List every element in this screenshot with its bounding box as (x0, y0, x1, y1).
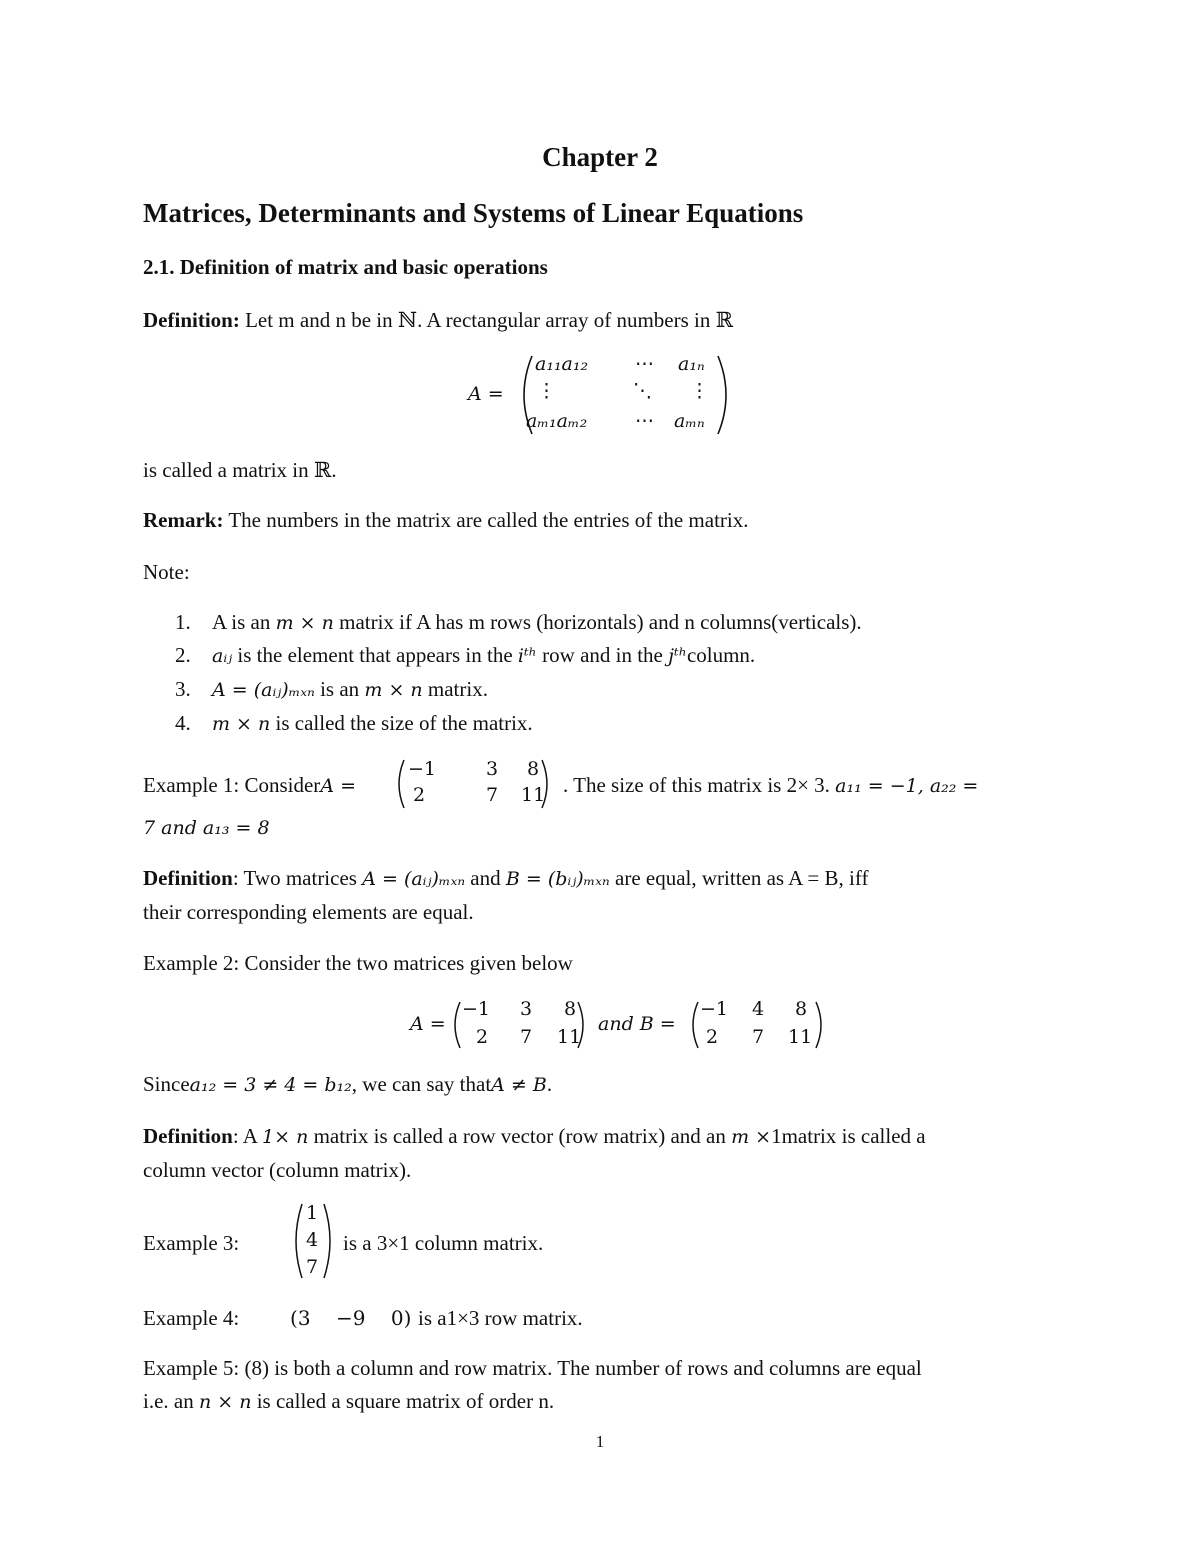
matrix-entry-r3c2: ⋯ (635, 410, 654, 432)
definition-equal-line2: their corresponding elements are equal. (143, 900, 474, 924)
matrix-entry-r2c1: ⋮ (537, 380, 556, 402)
example-4: Example 4: (143, 1306, 240, 1330)
remark-label: Remark: (143, 508, 224, 532)
ex2a-entry: 7 (520, 1026, 533, 1048)
note-label: Note: (143, 560, 190, 584)
example2-mid: and B = (598, 1013, 676, 1035)
example-3-prefix: Example 3: (143, 1231, 240, 1255)
ex1-entry: 2 (413, 784, 426, 806)
ex2a-entry: 8 (564, 998, 577, 1020)
chapter-title: Matrices, Determinants and Systems of Linear Equations (143, 198, 804, 228)
ex2b-entry: 8 (795, 998, 808, 1020)
definition-equal: Definition: Two matrices A = (aᵢⱼ)ₘₓₙ and B = (bᵢⱼ)ₘₓₙ are equal, written as A = B, iff (143, 866, 869, 890)
definition-vector: Definition: A 1× n matrix is called a row vector (row matrix) and an m ×1matrix is called a (143, 1124, 926, 1148)
example-2-intro: Example 2: Consider the two matrices given below (143, 951, 573, 975)
document-page: Chapter 2 Matrices, Determinants and Systems of Linear Equations 2.1. Definition of matrix and basic operations Definition: Let m and n be in ℕ. A rectangular array of numbers in ℝ A = a₁₁a₁₂ ⋯ a₁ₙ ⋮ ⋱ ⋮ aₘ₁aₘ₂ ⋯ aₘₙ is called a matrix in ℝ. Remark: The numbers in the matrix are called the entries of the matrix. Note: 1. A is an m × n matrix if A has m rows (horizontals) and n columns(verticals). 2. aᵢⱼ is the element that appears in the iᵗʰ row and in the jᵗʰcolumn. 3. A = (aᵢⱼ)ₘₓₙ is an m × n matrix. 4. m × n is called the size of the matrix. Example 1: ConsiderA = −1 3 8 2 7 11 . The size of this matrix is 2× 3. a₁₁ = −1, a₂₂ = 7 and a₁₃ = 8 Definition: Two matrices A = (aᵢⱼ)ₘₓₙ and B = (bᵢⱼ)ₘₓₙ are equal, written as A = B, iff their corresponding elements are equal. Example 2: Consider the two matrices given below A = −1 3 8 2 7 11 and B = −1 4 8 2 7 11 Sincea₁₂ = 3 ≠ 4 = b₁₂, we can say thatA ≠ B. Definition: A 1× n matrix is called a row vector (row matrix) and an m ×1matrix is called a column vector (column matrix). Example 3: 1 4 7 is a 3×1 column matrix. Example 4: (3 −9 0) is a1×3 row matrix. Example 5: (8) is both a column and row matrix. The number of rows and columns are equal i.e. an n × n is called a square matrix of order n. 1 (0, 0, 1200, 1553)
example-5: Example 5: (8) is both a column and row matrix. The number of rows and columns are equal (143, 1356, 922, 1380)
chapter-heading: Chapter 2 (542, 142, 658, 172)
right-paren (718, 356, 726, 434)
matrix-entry-r3c1: aₘ₁aₘ₂ (526, 410, 588, 432)
remark (143, 508, 749, 533)
page-number: 1 (595, 1432, 605, 1451)
ex2a-entry: 11 (557, 1026, 582, 1048)
ex2a-entry: 3 (520, 998, 533, 1020)
example1-line2: 7 and a₁₃ = 8 (143, 817, 270, 839)
ex2b-entry: 4 (752, 998, 765, 1020)
remark-text: The numbers in the matrix are called the entries of the matrix. (228, 508, 749, 532)
definition-vector-line2: column vector (column matrix). (143, 1158, 412, 1182)
example-1: Example 1: ConsiderA = (143, 773, 356, 797)
matrix-entry-r1c3: a₁ₙ (678, 353, 705, 375)
ex1-entry: 8 (527, 758, 540, 780)
definition-text: Let m and n be in ℕ. A rectangular array of numbers in ℝ (245, 308, 734, 332)
ex1-entry: 11 (521, 784, 546, 806)
ex3-entry: 7 (306, 1256, 319, 1278)
ex2b-entry: 11 (788, 1026, 813, 1048)
ex2b-entry: 7 (752, 1026, 765, 1048)
example3-suffix: is a 3×1 column matrix. (343, 1231, 544, 1255)
ex1-entry: 3 (486, 758, 499, 780)
matrix-entry-r2c3: ⋮ (690, 380, 709, 402)
definition-matrix (143, 308, 733, 333)
ex2b-entry: 2 (706, 1026, 719, 1048)
ex2a-entry: 2 (476, 1026, 489, 1048)
ex2a-entry: −1 (462, 998, 491, 1020)
matrix-entry-r1c1: a₁₁a₁₂ (535, 353, 589, 375)
ex1-entry: 7 (486, 784, 499, 806)
matrix-entry-r2c2: ⋱ (633, 380, 652, 402)
matrix-entry-r1c2: ⋯ (635, 353, 654, 375)
section-heading: 2.1. Definition of matrix and basic operations (143, 255, 548, 279)
example2-lhs: A = (410, 1013, 446, 1035)
ex2b-entry: −1 (700, 998, 729, 1020)
example1-after: . The size of this matrix is 2× 3. a₁₁ = −1, a₂₂ = (563, 773, 979, 797)
example-5-line2: i.e. an n × n is called a square matrix of order n. (143, 1389, 555, 1413)
ex3-entry: 4 (306, 1229, 319, 1251)
general-matrix-lhs: A = (468, 383, 504, 405)
definition-label: Definition: (143, 308, 240, 332)
ex1-entry: −1 (408, 758, 437, 780)
matrix-entry-r3c3: aₘₙ (674, 410, 705, 432)
example4-suffix: is a1×3 row matrix. (418, 1306, 583, 1330)
example2-since: Sincea₁₂ = 3 ≠ 4 = b₁₂, we can say thatA ≠ B. (143, 1072, 553, 1096)
ex3-entry: 1 (306, 1202, 319, 1224)
called-matrix-text: is called a matrix in ℝ. (143, 458, 337, 482)
example4-row-matrix: (3 −9 0) (290, 1306, 412, 1330)
